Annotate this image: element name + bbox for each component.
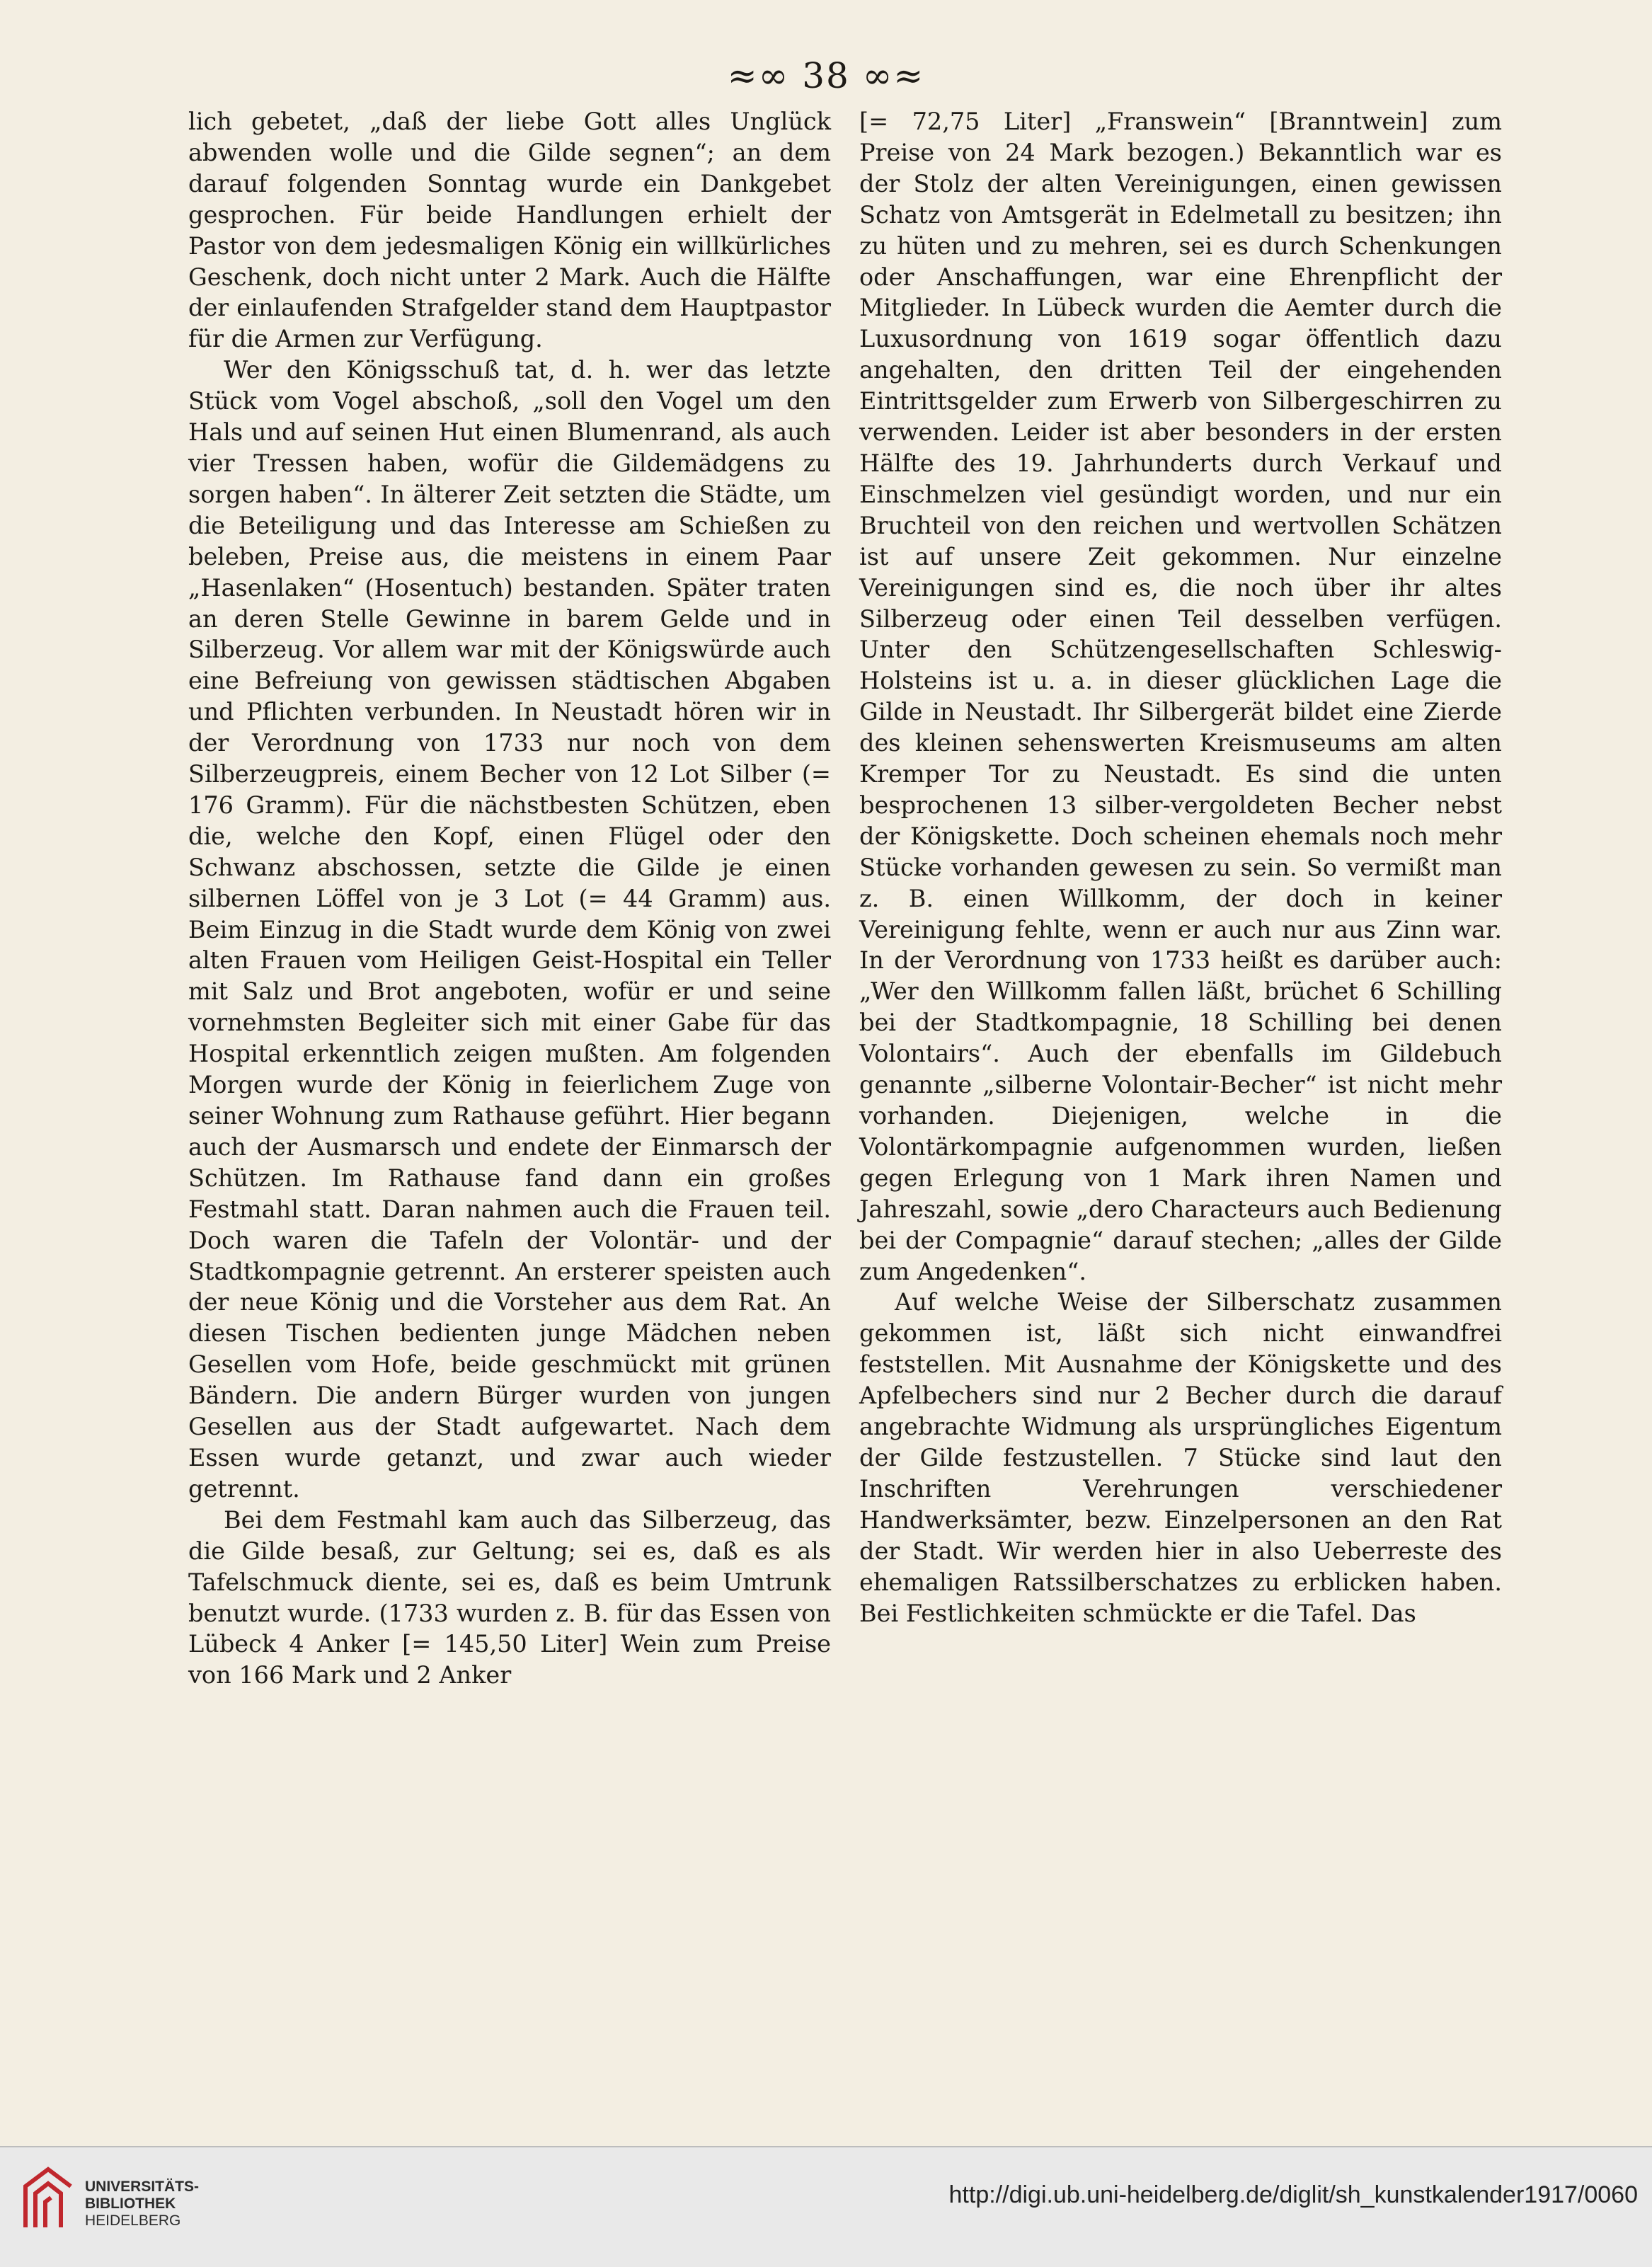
paragraph: Wer den Königsschuß tat, d. h. wer das letzte Stück vom Vogel abschoß, „soll den Vogel um den Hals und auf seinen Hut einen Blumenrand, als auch vier Tressen haben, wofür die Gildemädgens zu sorgen haben“. In älterer Zeit setzten die Städte, um die Beteiligung und das Interesse am Schießen zu beleben, Preise aus, die meistens in einem Paar „Hasenlaken“ (Hosentuch) bestanden. Später traten an deren Stelle Gewinne in barem Gelde und in Silberzeug. Vor allem war mit der Königswürde auch eine Befreiung von gewissen städtischen Abgaben und Pflichten verbunden. In Neustadt hören wir in der Verordnung von 1733 nur noch von dem Silberzeugpreis, einem Becher von 12 Lot Silber (= 176 Gramm). Für die nächstbesten Schützen, eben die, welche den Kopf, einen Flügel oder den Schwanz abschossen, setzte die Gilde je einen silbernen Löffel von je 3 Lot (= 44 Gramm) aus. Beim Einzug in die Stadt wurde dem König von zwei alten Frauen vom Heiligen Geist-Hospital ein Teller mit Salz und Brot angeboten, wofür er und seine vornehmsten Begleiter sich mit einer Gabe für das Hospital erkenntlich zeigen mußten. Am folgenden Morgen wurde der König in feierlichem Zuge von seiner Wohnung zum Rathause geführt. Hier begann auch der Ausmarsch und endete der Einmarsch der Schützen. Im Rathause fand dann ein großes Festmahl statt. Daran nahmen auch die Frauen teil. Doch waren die Tafeln der Volontär- und der Stadtkompagnie getrennt. An ersterer speisten auch der neue König und die Vorsteher aus dem Rat. An diesen Tischen bedienten junge Mädchen neben Gesellen vom Hofe, beide geschmückt mit grünen Bändern. Die andern Bürger wurden von jungen Gesellen aus der Stadt aufgewartet. Nach dem Essen wurde getanzt, und zwar auch wieder getrennt. <box>188 356 831 1503</box>
paragraph: Bei dem Festmahl kam auch das Silberzeug, das die Gilde besaß, zur Geltung; sei es, daß es als Tafelschmuck diente, sei es, daß es beim Umtrunk benutzt wurde. (1733 wurden z. B. für das Essen von Lübeck 4 Anker [= 145,50 Liter] Wein zum Preise von 166 Mark und 2 Anker <box>188 1505 831 1689</box>
paragraph: lich gebetet, „daß der liebe Gott alles Unglück abwenden wolle und die Gilde segnen“; an dem darauf folgenden Sonntag wurde ein Dankgebet gesprochen. Für beide Handlungen erhielt der Pastor von dem jedesmaligen König ein willkürliches Geschenk, doch nicht unter 2 Mark. Auch die Hälfte der einlaufenden Strafgelder stand dem Hauptpastor für die Armen zur Verfügung. <box>188 108 831 353</box>
library-name <box>85 2179 199 2229</box>
library-name-line: BIBLIOTHEK <box>85 2196 176 2212</box>
source-url-link[interactable]: http://digi.ub.uni-heidelberg.de/diglit/sh_kunstkalender1917/0060 <box>948 2181 1638 2208</box>
left-column <box>188 106 831 1691</box>
library-name-line: HEIDELBERG <box>85 2213 181 2229</box>
right-column <box>859 106 1502 1629</box>
footer-bar <box>0 2146 1652 2267</box>
library-logo-icon <box>20 2165 76 2233</box>
paragraph: [= 72,75 Liter] „Franswein“ [Branntwein] zum Preise von 24 Mark bezogen.) Bekanntlich war es der Stolz der alten Vereinigungen, einen gewissen Schatz von Amtsgerät in Edelmetall zu besitzen; ihn zu hüten und zu mehren, sei es durch Schenkungen oder Anschaffungen, war eine Ehrenpflicht der Mitglieder. In Lübeck wurden die Aemter durch die Luxusordnung von 1619 sogar öffentlich dazu angehalten, den dritten Teil der eingehenden Eintrittsgelder zum Erwerb von Silbergeschirren zu verwenden. Leider ist aber besonders in der ersten Hälfte des 19. Jahrhunderts durch Verkauf und Einschmelzen viel gesündigt worden, und nur ein Bruchteil von den reichen und wertvollen Schätzen ist auf unsere Zeit gekommen. Nur einzelne Vereinigungen sind es, die noch über ihr altes Silberzeug oder einen Teil desselben verfügen. Unter den Schützengesellschaften Schleswig-Holsteins ist u. a. in dieser glücklichen Lage die Gilde in Neustadt. Ihr Silbergerät bildet eine Zierde des kleinen sehenswerten Kreismuseums am alten Kremper Tor zu Neustadt. Es sind die unten besprochenen 13 silber-vergoldeten Becher nebst der Königskette. Doch scheinen ehemals noch mehr Stücke vorhanden gewesen zu sein. So vermißt man z. B. einen Willkomm, der doch in keiner Vereinigung fehlte, wenn er auch nur aus Zinn war. In der Verordnung von 1733 heißt es darüber auch: „Wer den Willkomm fallen läßt, brüchet 6 Schilling bei der Stadtkompagnie, 18 Schilling bei denen Volontairs“. Auch der ebenfalls im Gildebuch genannte „silberne Volontair-Becher“ ist nicht mehr vorhanden. Diejenigen, welche in die Volontärkompagnie aufgenommen wurden, ließen gegen Erlegung von 1 Mark ihren Namen und Jahreszahl, sowie „dero Characteurs auch Bedienung bei der Compagnie“ darauf stechen; „alles der Gilde zum Angedenken“. <box>859 108 1502 1285</box>
library-name-line: UNIVERSITÄTS- <box>85 2179 200 2195</box>
page-number: ≈∞ 38 ∞≈ <box>727 55 925 96</box>
paragraph: Auf welche Weise der Silberschatz zusammen gekommen ist, läßt sich nicht einwandfrei feststellen. Mit Ausnahme der Königskette und des Apfelbechers sind nur 2 Becher durch die darauf angebrachte Widmung als ursprüngliches Eigentum der Gilde festzustellen. 7 Stücke sind laut den Inschriften Verehrungen verschiedener Handwerksämter, bezw. Einzelpersonen an den Rat der Stadt. Wir werden hier in also Ueberreste des ehemaligen Ratssilberschatzes zu erblicken haben. Bei Festlichkeiten schmückte er die Tafel. Das <box>859 1288 1502 1627</box>
